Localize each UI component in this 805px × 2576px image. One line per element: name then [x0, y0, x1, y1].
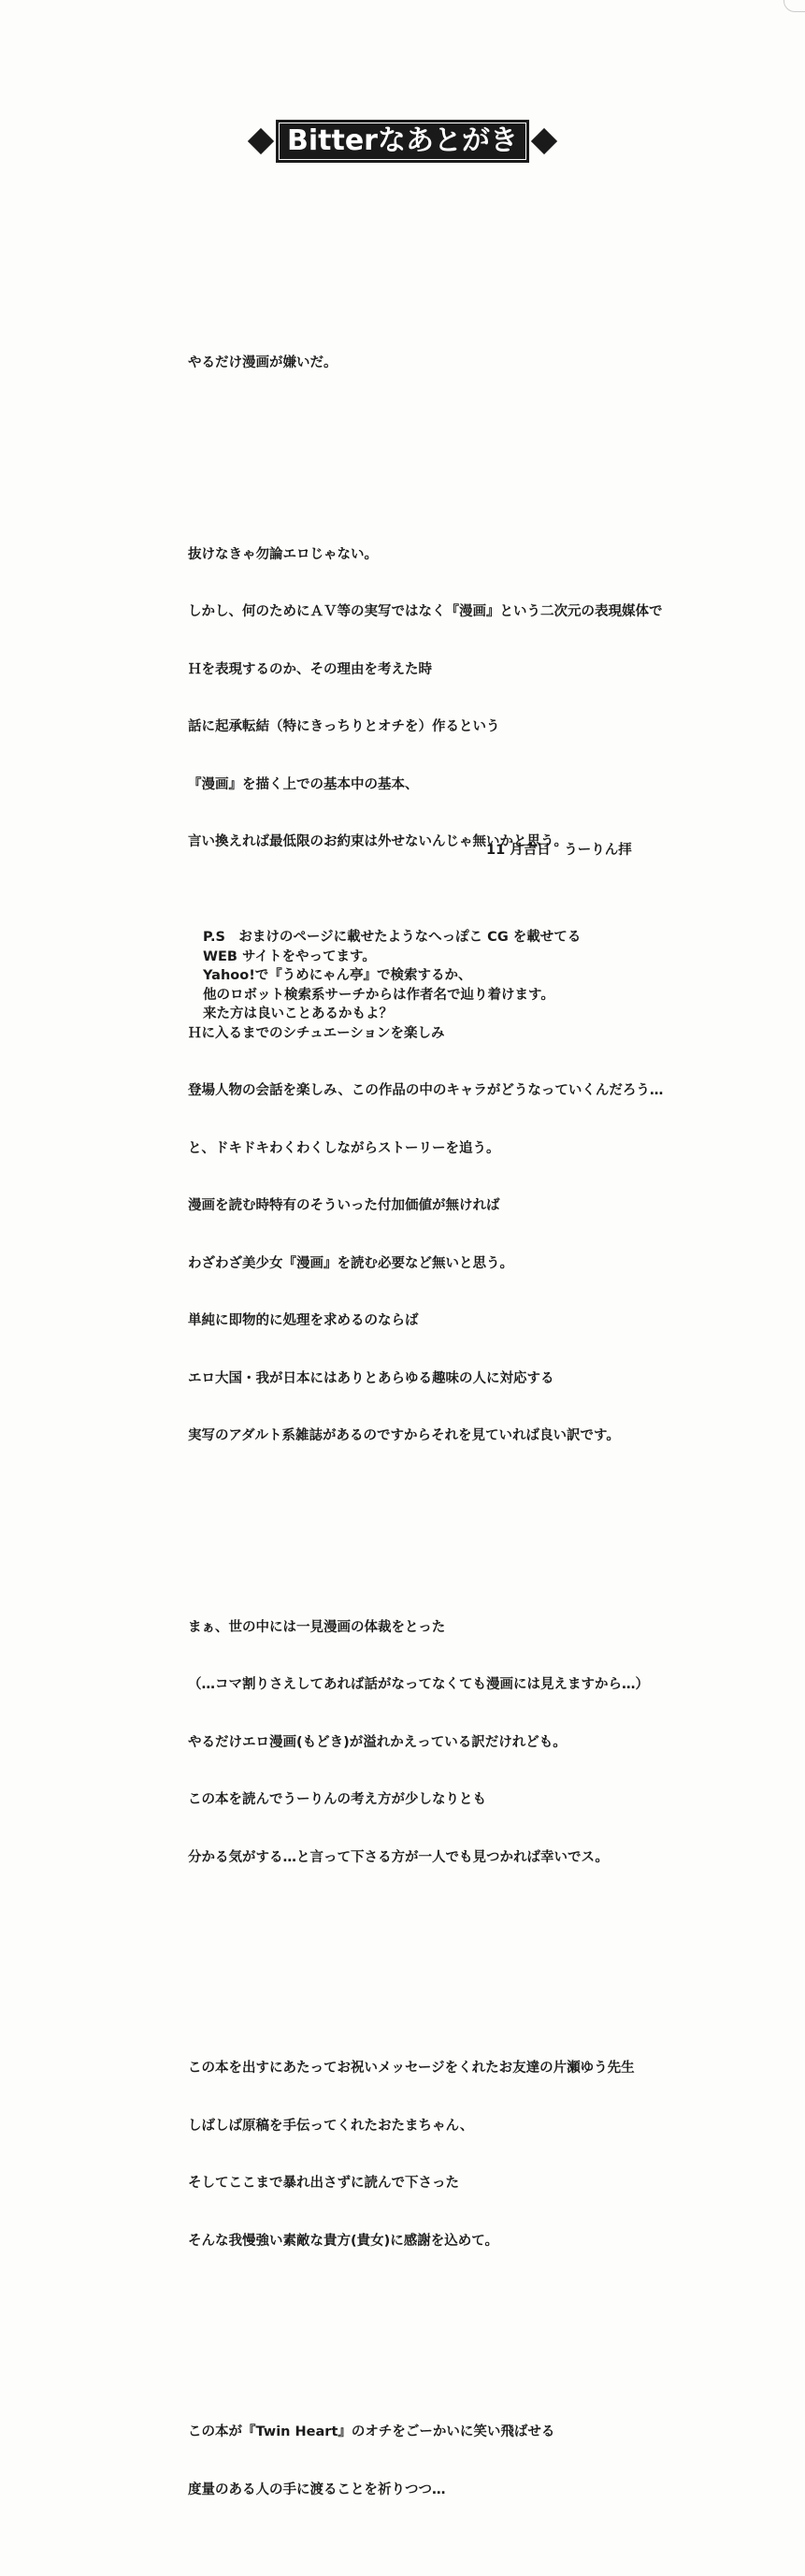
page-title: Bitterなあとがき: [276, 120, 529, 163]
text-line: 抜けなきゃ勿論エロじゃない。: [188, 546, 378, 562]
text-line: しかし、何のためにＡＶ等の実写ではなく『漫画』という二次元の表現媒体で: [188, 604, 663, 619]
text-line: Yahoo!で『うめにゃん亭』で検索するか、: [203, 968, 472, 983]
text-line: 登場人物の会話を楽しみ、この作品の中のキャラがどうなっていくんだろう…: [188, 1083, 664, 1098]
text-line: やるだけエロ漫画(もどき)が溢れかえっている訳だけれども。: [188, 1734, 567, 1750]
text-line: Ｈを表現するのか、その理由を考えた時: [188, 661, 432, 677]
text-line: この本が『Twin Heart』のオチをごーかいに笑い飛ばせる: [188, 2424, 555, 2439]
paragraph: [188, 1580, 749, 1906]
afterword-body: [188, 277, 749, 2576]
text-line: 他のロボット検索系サーチからは作者名で辿り着けます。: [203, 987, 554, 1003]
postscript: [203, 928, 726, 1024]
text-line: そんな我慢強い素敵な貴方(貴女)に感謝を込めて。: [188, 2233, 498, 2249]
signature: 11 月吉日 うーりん拝: [486, 843, 632, 858]
text-line: しばしば原稿を手伝ってくれたおたまちゃん、: [188, 2118, 474, 2134]
title-banner: [0, 120, 805, 163]
text-line: 漫画を読む時特有のそういった付加価値が無ければ: [188, 1198, 500, 1213]
paragraph: [188, 315, 749, 412]
page-corner-mark: [783, 0, 805, 12]
text-line: エロ大国・我が日本にはありとあらゆる趣味の人に対応する: [188, 1370, 554, 1386]
text-line: 話に起承転結（特にきっちりとオチを）作るという: [188, 719, 500, 734]
paragraph: [188, 986, 749, 1484]
text-line: わざわざ美少女『漫画』を読む必要など無いと思う。: [188, 1255, 513, 1271]
paragraph: [188, 507, 749, 890]
text-line: 分かる気がする…と言って下さる方が一人でも見つかれば幸いでス。: [188, 1849, 609, 1865]
text-line: この本を読んでうーりんの考え方が少しなりとも: [188, 1792, 486, 1807]
text-line: この本を出すにあたってお祝いメッセージをくれたお友達の片瀬ゆう先生: [188, 2061, 635, 2076]
paragraph: [188, 2020, 749, 2289]
diamond-icon: [531, 128, 557, 154]
text-line: （…コマ割りさえしてあれば話がなってなくても漫画には見えますから…）: [188, 1677, 649, 1692]
text-line: 実写のアダルト系雑誌があるのですからそれを見ていれば良い訳です。: [188, 1428, 620, 1443]
text-line: 『漫画』を描く上での基本中の基本、: [188, 776, 419, 792]
diamond-icon: [248, 128, 274, 154]
text-line: WEB サイトをやってます。: [203, 948, 376, 964]
text-line: P.S おまけのページに載せたようなへっぽこ CG を載せてる: [203, 930, 582, 945]
text-line: そしてここまで暴れ出さずに読んで下さった: [188, 2176, 459, 2191]
paragraph: [188, 2384, 749, 2538]
text-line: と、ドキドキわくわくしながらストーリーを追う。: [188, 1140, 500, 1156]
text-line: やるだけ漫画が嫌いだ。: [188, 355, 338, 370]
text-line: 言い換えれば最低限のお約束は外せないんじゃ無いかと思う。: [188, 834, 568, 849]
text-line: Ｈに入るまでのシチュエーションを楽しみ: [188, 1025, 445, 1041]
text-line: 来た方は良いことあるかもよ？: [203, 1006, 393, 1021]
text-line: 度量のある人の手に渡ることを祈りつつ…: [188, 2482, 446, 2497]
text-line: まぁ、世の中には一見漫画の体裁をとった: [188, 1619, 446, 1635]
text-line: 単純に即物的に処理を求めるのならば: [188, 1313, 419, 1328]
